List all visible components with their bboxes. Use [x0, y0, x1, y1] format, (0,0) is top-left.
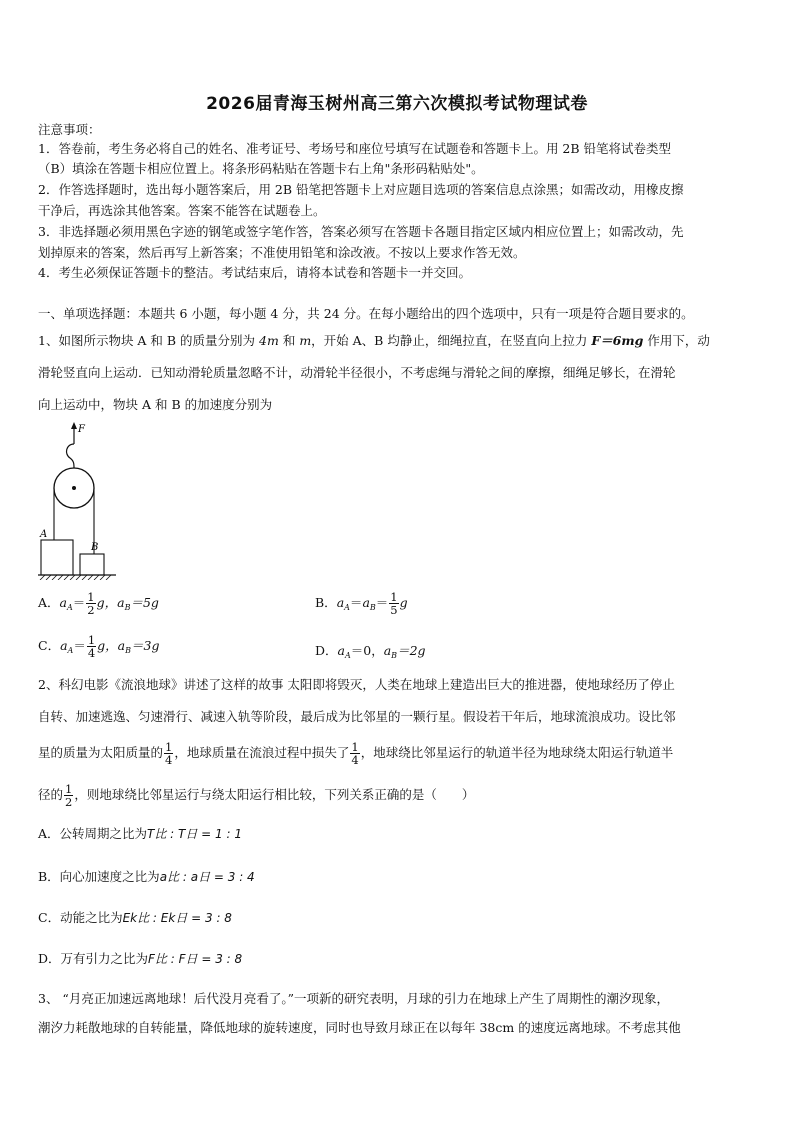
- notice-line: （B）填涂在答题卡相应位置上。将条形码粘贴在答题卡右上角"条形码粘贴处"。: [38, 161, 484, 176]
- fraction: $\frac{1}{4}$: [351, 740, 359, 767]
- q2-option-d[interactable]: D．万有引力之比为F比 : F日 = 3 : 8: [38, 951, 243, 966]
- q2-option-c[interactable]: C．动能之比为Ek比 : Ek日 = 3 : 8: [38, 910, 232, 925]
- notice-line: 干净后，再选涂其他答案。答案不能答在试题卷上。: [38, 203, 326, 218]
- q2-option-b[interactable]: B．向心加速度之比为a比 : a日 = 3 : 4: [38, 869, 255, 884]
- fraction: $\frac{1}{2}$: [65, 782, 73, 809]
- pulley-axle: [72, 486, 76, 490]
- q1-option-c[interactable]: C．$a_A=$ $\frac{1}{4}$ g，$a_B=3g$: [38, 633, 160, 660]
- block-a-label: A: [40, 529, 48, 540]
- q1-line-2: 滑轮竖直向上运动．已知动滑轮质量忽略不计，动滑轮半径很小，不考虑绳与滑轮之间的摩擦，细绳足够长，在滑轮: [38, 365, 676, 380]
- q2-line-3: 星的质量为太阳质量的 $\frac{1}{4}$ ，地球质量在流浪过程中损失了 $\frac{1}{4}$ ，地球绕比邻星运行的轨道半径为地球绕太阳运行轨道半: [38, 740, 674, 767]
- block-a: [41, 540, 73, 575]
- q1-text: 1、如图所示物块 A 和 B 的质量分别为: [38, 333, 260, 348]
- page-title: 2026届青海玉树州高三第六次模拟考试物理试卷: [206, 94, 588, 114]
- q3-line-2: 潮汐力耗散地球的自转能量，降低地球的旋转速度，同时也导致月球正在以每年 38cm 的速度远离地球。不考虑其他: [38, 1020, 681, 1035]
- notice-line: 2．作答选择题时，选出每小题答案后，用 2B 铅笔把答题卡上对应题目选项的答案信息点涂黑；如需改动，用橡皮擦: [38, 182, 684, 197]
- q2-option-a[interactable]: A．公转周期之比为T比 : T日 = 1 : 1: [38, 826, 242, 841]
- notice-line: 3．非选择题必须用黑色字迹的钢笔或签字笔作答，答案必须写在答题卡各题目指定区域内相应位置上；如需改动，先: [38, 224, 684, 239]
- notice-line: 划掉原来的答案，然后再写上新答案；不准使用铅笔和涂改液。不按以上要求作答无效。: [38, 245, 526, 260]
- q2-line-2: 自转、加速逃逸、匀速滑行、减速入轨等阶段，最后成为比邻星的一颗行星。假设若干年后，地球流浪成功。设比邻: [38, 709, 676, 724]
- hook: [67, 444, 74, 468]
- notice-line: 4．考生必须保证答题卡的整洁。考试结束后，请将本试卷和答题卡一并交回。: [38, 265, 471, 280]
- q1-option-b[interactable]: B．$a_A=a_B=$ $\frac{1}{5}$ g: [315, 590, 408, 617]
- fraction: $\frac{1}{4}$: [165, 740, 173, 767]
- q1-text: 和: [278, 333, 300, 348]
- block-b-label: B: [91, 542, 99, 553]
- force-label: F: [78, 424, 85, 435]
- q1-text: 作用下，动: [643, 333, 710, 348]
- force-arrow-head: [71, 422, 77, 429]
- ground-hatch: [40, 575, 111, 580]
- q3-line-1: 3、 “月亮正加速远离地球！后代没月亮看了。”一项新的研究表明，月球的引力在地球上产生了周期性的潮汐现象，: [38, 991, 669, 1006]
- q2-line-1: 2、科幻电影《流浪地球》讲述了这样的故事 太阳即将毁灭，人类在地球上建造出巨大的推进器，使地球经历了停止: [38, 677, 675, 692]
- q1-force: F＝6mg: [591, 333, 644, 348]
- block-b: [80, 554, 104, 575]
- notice-line: 1．答卷前，考生务必将自己的姓名、准考证号、考场号和座位号填写在试题卷和答题卡上。用 2B 铅笔将试卷类型: [38, 141, 672, 156]
- q2-line-4: 径的 $\frac{1}{2}$ ，则地球绕比邻星运行与绕太阳运行相比较，下列关系正确的是（ ）: [38, 782, 475, 809]
- pulley-figure: [36, 420, 120, 580]
- q1-line-3: 向上运动中，物块 A 和 B 的加速度分别为: [38, 397, 273, 412]
- q1-option-d[interactable]: D．$a_A=0$，$a_B=2g$: [315, 643, 426, 660]
- section-heading: 一、单项选择题：本题共 6 小题，每小题 4 分，共 24 分。在每小题给出的四个选项中，只有一项是符合题目要求的。: [38, 306, 694, 321]
- q1-mass-a: 4m: [259, 333, 279, 348]
- notice-heading: 注意事项：: [38, 122, 101, 137]
- q1-line-1: [38, 333, 710, 349]
- q1-option-a[interactable]: A．$a_A=$ $\frac{1}{2}$ g，$a_B=5g$: [38, 590, 159, 617]
- q1-mass-b: m: [299, 333, 312, 348]
- q1-text: ，开始 A、B 均静止，细绳拉直，在竖直向上拉力: [311, 333, 592, 348]
